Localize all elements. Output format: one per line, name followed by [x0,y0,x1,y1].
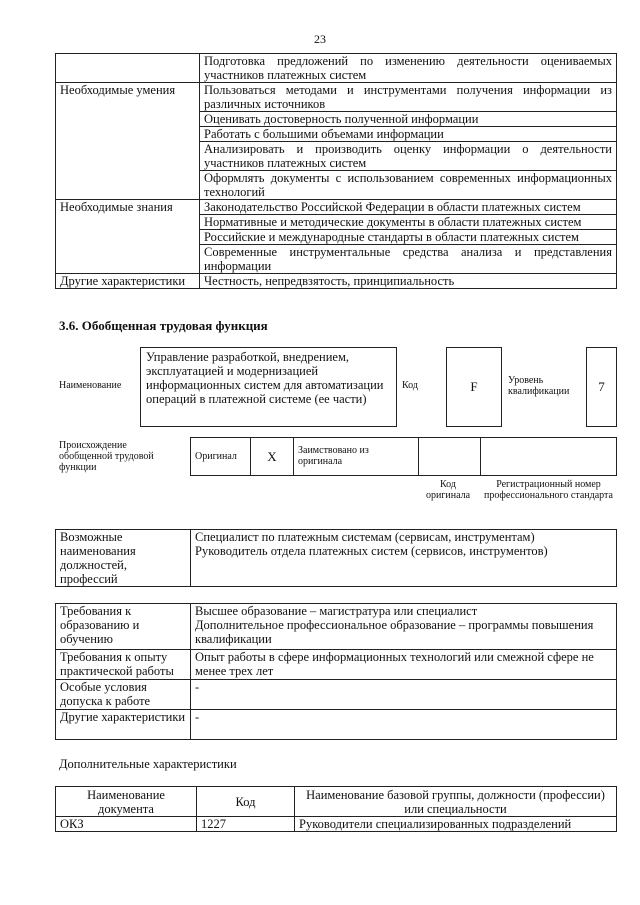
req-item: Опыт работы в сфере информационных технологий или смежной сфере не менее трех лет [191,650,617,680]
original-mark: X [251,438,294,476]
cell-item: Российские и международные стандарты в области платежных систем [200,230,617,245]
table-row [56,83,617,112]
additional-title: Дополнительные характеристики [59,757,237,771]
req-item: Высшее образование – магистратура или специалист [195,604,478,618]
req-item: - [191,680,617,710]
origin-table [190,437,617,476]
code-box [446,347,502,427]
origin-label: Происхождение обобщенной трудовой функции [59,440,154,473]
req-label: Особые условия допуска к работе [56,680,191,710]
header-doc: Наименование документа [56,787,197,817]
req-label: Требования к образованию и обучению [56,604,191,650]
positions-table [55,529,617,587]
reg-caption: Регистрационный номер профессионального стандарта [484,479,613,501]
code-label: Код [402,380,418,391]
req-label: Другие характеристики [56,710,191,740]
req-label: Требования к опыту практической работы [56,650,191,680]
cell-doc: ОКЗ [56,817,197,832]
row-label-other: Другие характеристики [56,274,200,289]
header-code: Код [197,787,295,817]
table-row [56,54,617,83]
borrowed-label: Заимствовано из оригинала [294,438,419,476]
function-name: Управление разработкой, внедрением, эксплуатацией и модернизацией информационных систем для автоматизации операций в платежной системе (ее части) [146,350,384,406]
function-name-box [140,347,397,427]
original-code-cell [419,438,481,476]
code-caption: Код оригинала [425,479,471,501]
cell-item: Нормативные и методические документы в области платежных систем [200,215,617,230]
page-number: 23 [314,32,326,46]
code-value: F [470,379,478,394]
name-label: Наименование [59,380,122,391]
reg-number-cell [481,438,617,476]
level-label: Уровень квалификации [508,375,570,397]
cell-item: Честность, непредвзятость, принципиальность [200,274,617,289]
position-item: Руководитель отдела платежных систем (сервисов, инструментов) [195,544,548,558]
level-box [586,347,617,427]
cell-item: Подготовка предложений по изменению деятельности оцениваемых участников платежных систем [200,54,617,83]
positions-values [191,530,617,587]
cell-item: Оценивать достоверность полученной информации [200,112,617,127]
cell-code: 1227 [197,817,295,832]
skills-table [55,53,617,289]
section-title: 3.6. Обобщенная трудовая функция [59,318,268,333]
cell-item: Пользоваться методами и инструментами получения информации из различных источников [200,83,617,112]
additional-table [55,786,617,832]
req-values [191,604,617,650]
cell-item: Современные инструментальные средства анализа и представления информации [200,245,617,274]
requirements-table [55,603,617,740]
table-row [56,274,617,289]
position-item: Специалист по платежным системам (сервисам, инструментам) [195,530,535,544]
table-row [56,200,617,215]
req-item: - [191,710,617,740]
row-label-knowledge: Необходимые знания [56,200,200,274]
positions-label: Возможные наименования должностей, профессий [56,530,191,587]
req-item: Дополнительное профессиональное образование – программы повышения квалификации [195,618,594,646]
cell-item: Работать с большими объемами информации [200,127,617,142]
cell-item: Анализировать и производить оценку информации о деятельности участников платежных систем [200,142,617,171]
cell-item: Оформлять документы с использованием современных информационных технологий [200,171,617,200]
cell-group: Руководители специализированных подразделений [295,817,617,832]
level-value: 7 [598,379,605,394]
header-group: Наименование базовой группы, должности (профессии) или специальности [295,787,617,817]
cell-item: Законодательство Российской Федерации в области платежных систем [200,200,617,215]
original-label: Оригинал [191,438,251,476]
row-label [56,54,200,83]
row-label-skills: Необходимые умения [56,83,200,200]
